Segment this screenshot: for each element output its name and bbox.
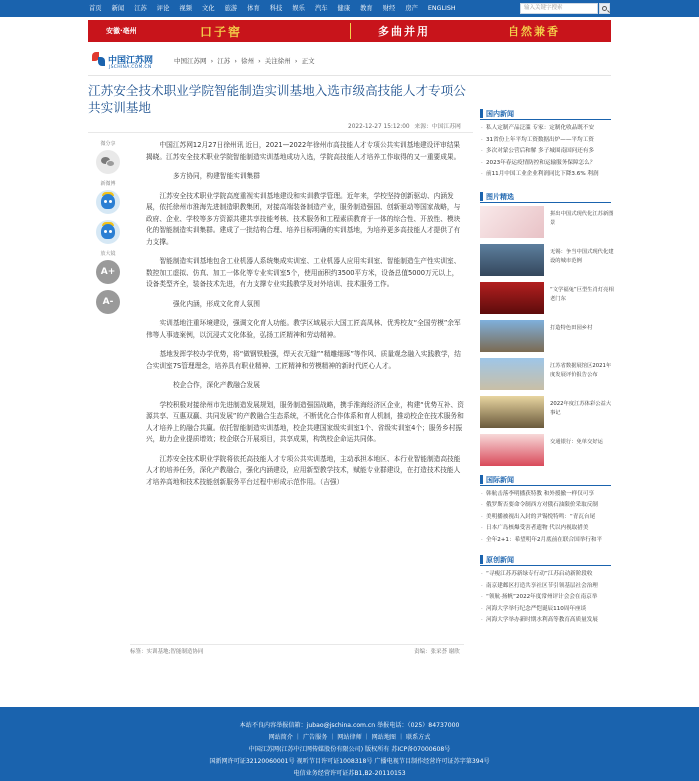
section-header-photos — [480, 191, 611, 203]
photo-caption[interactable]: 江苏省数据展馆区2021年度发展评价报告公布 — [550, 362, 612, 378]
logo-mark-icon — [92, 52, 106, 68]
paragraph: 实训基地注重环境建设，强调文化育人功能。教学区域展示大国工匠高凤林、优秀校友“全国劳模”余军伟等人事迹案例，以沉浸式文化体验，弘扬工匠精神和劳动精神。 — [146, 319, 461, 339]
photo-item[interactable] — [480, 320, 611, 354]
article-tags[interactable]: 标签：实训基地;智能制造协同 — [130, 649, 204, 655]
section-title: 原创新闻 — [486, 556, 514, 564]
list-item[interactable]: · “领航·扬帆”2022年度常州评计会会在南京举 — [480, 592, 611, 604]
photo-item[interactable] — [480, 282, 614, 316]
photo-thumbnail[interactable] — [480, 396, 544, 428]
nav-education[interactable]: 教育 — [360, 5, 373, 12]
paragraph: 江苏安全技术职业学院高度重视实训基地建设和实训教学管理。近年来，学校坚持创新驱动、内涵发展，依托徐州市淮海先进制造职教集团，对接高端装备制造产业，服务制造强国、创新驱动等国家战略，与政府、企业、学校等多方资源共建共享技能考核、技术服务和工程素质教育于一体的综合性、开放性、模块化的智能制造实训集群。建成了一批结构合理、培养目标明确的实训基地，为培养更多高技能人才提供了有力支撑。 — [146, 191, 461, 246]
nav-finance[interactable]: 财经 — [382, 5, 396, 12]
section-header-original — [480, 554, 611, 566]
share-sidebar — [92, 140, 124, 320]
breadcrumb-focus-xuzhou[interactable]: 关注徐州 — [264, 57, 291, 65]
list-item[interactable]: · 俄罗斯否要命令制西方对俄石油限价采取反制 — [480, 500, 611, 512]
article-end-divider — [130, 644, 464, 645]
nav-health[interactable]: 健康 — [337, 5, 351, 12]
wechat-share-button[interactable] — [96, 150, 120, 174]
weibo-share-button[interactable] — [96, 190, 120, 214]
photo-item[interactable] — [480, 434, 611, 468]
list-item[interactable]: · 美明播被视出入封的尹锡悦特鸣：“青瓦台尾 — [480, 512, 611, 524]
nav-travel[interactable]: 旅游 — [224, 5, 238, 12]
breadcrumb-separator: › — [234, 57, 237, 65]
font-size-label: 放大镜 — [100, 251, 116, 257]
footer-licenses: 国新网许可证32120060001号 视听节目许可证1008318号 广播电视节目制作经营许可证苏字第394号 — [209, 758, 490, 765]
site-footer — [0, 707, 699, 781]
list-item[interactable]: · 31省份上年平均工资数据出炉——平均工资 — [480, 135, 611, 147]
breadcrumb-separator: › — [294, 57, 298, 65]
photo-caption[interactable]: 交通银行：免单交好运 — [550, 438, 603, 445]
logo-domain: JSCHINA.COM.CN — [109, 65, 152, 70]
nav-jiangsu[interactable]: 江苏 — [134, 5, 147, 12]
international-news-list — [480, 489, 611, 547]
paragraph: 基地发挥学校办学优势，将“做钢铁般强，焊天衣无缝”“精雕细琢”等作风、质量观念融入实践教学，结合实训室7S管理理念，培养具有职业精神、工匠精神和劳模精神的新时代匠心人才。 — [146, 350, 461, 370]
breadcrumb-xuzhou[interactable]: 徐州 — [241, 57, 255, 65]
nav-home[interactable]: 首页 — [89, 5, 102, 12]
breadcrumb — [174, 56, 317, 65]
breadcrumb-separator: › — [210, 57, 214, 65]
list-item[interactable]: · 全年2+1：希望明年2月底前在联合国举行和平 — [480, 535, 611, 547]
article-meta — [345, 121, 461, 130]
list-item[interactable]: · 多次对蒙公营后和解 多子城围南国问还有多 — [480, 146, 611, 158]
photo-item[interactable] — [480, 244, 614, 278]
top-navigation-bar — [0, 0, 699, 17]
list-item[interactable]: · 私人定制产品泛滥 专家：定制化收品既不安 — [480, 123, 611, 135]
share-label: 微分享 — [100, 141, 116, 147]
list-item[interactable]: · 2023年春运疫情防控和运输服务保障怎么？ — [480, 158, 611, 170]
paragraph: 中国江苏网12月27日徐州讯 近日，2021—2022年徐州市高技能人才专项公共实训基地建设评审结果揭晓。江苏安全技术职业学院智能制造实训基地成功入选，学院高技能人才培养工作取得的又一重要成果。 — [146, 141, 461, 161]
banner-divider — [350, 23, 351, 39]
footer-copyright: 中国江苏网(江苏中江网传媒股份有限公司) 版权所有 苏ICP备07000608号 — [248, 746, 451, 753]
nav-tech[interactable]: 科技 — [269, 5, 283, 12]
list-item[interactable]: · 日本广岛核爆受害者遗物 代以内视取措美 — [480, 523, 611, 535]
subheading: 强化内涵，形成文化育人氛围 — [173, 299, 260, 308]
nav-culture[interactable]: 文化 — [201, 5, 215, 12]
list-item[interactable]: · “寻瘦江苏苏新绿专行动”江苏启动新阶段收 — [480, 569, 611, 581]
nav-items — [89, 0, 466, 17]
photo-caption[interactable]: “文学福兔”巨型生肖灯亮相老门东 — [550, 286, 614, 302]
section-title: 国际新闻 — [486, 475, 514, 484]
banner-origin: 安徽·亳州 — [106, 27, 137, 35]
paragraph: 江苏安全技术职业学院将依托高技能人才专项公共实训基地，主动承担本地区、本行业智能制造高技能人才的培养任务，深化产教融合，强化内涵建设，应用新型教学技术，赋能专业群建设，在打造技术技能人才培养高地和技术技能创新服务平台过程中形成示范作用。（吉强） — [146, 454, 461, 486]
original-news-list — [480, 569, 611, 627]
photo-thumbnail[interactable] — [480, 244, 544, 276]
domestic-news-list — [480, 123, 611, 181]
nav-entertainment[interactable]: 娱乐 — [292, 5, 305, 12]
banner-slogan-1: 多曲并用 — [378, 25, 430, 38]
title-divider — [88, 132, 473, 133]
logo-name: 中国江苏网 — [108, 56, 154, 66]
nav-auto[interactable]: 汽车 — [314, 5, 328, 12]
photo-caption[interactable]: 拼出中国式现代化江苏新图景 — [550, 210, 614, 226]
subheading: 校企合作，深化产教融合发展 — [173, 381, 260, 389]
banner-slogan-2: 自然兼香 — [508, 25, 560, 38]
footer-links[interactable]: 网站简介 ｜ 广告服务 ｜ 网站律师 ｜ 网站地图 ｜ 联系方式 — [268, 734, 431, 741]
article-date: 2022-12-27 15:12:00 — [348, 124, 410, 130]
header-divider — [88, 75, 611, 76]
list-item[interactable]: · 前11月中国工业企业利润同比下降3.6% 利润 — [480, 169, 611, 181]
photo-thumbnail[interactable] — [480, 206, 544, 238]
list-item[interactable]: · 河海大学举办新时期水利高等教育高质量发展 — [480, 615, 611, 627]
list-item[interactable]: · 韩航击落李明播获特教 和外援撤一样仅可享 — [480, 489, 611, 501]
font-increase-button[interactable]: A+ — [96, 260, 120, 284]
photo-caption[interactable]: 2022年度江苏体彩公益大事记 — [550, 400, 612, 416]
site-logo[interactable] — [92, 50, 162, 74]
subheading: 多方协同，构建智能实训集群 — [173, 172, 260, 180]
article-editor: 责编：张采荟 谢欣 — [414, 649, 460, 655]
article-source: 来源：中国江苏网 — [414, 124, 461, 130]
section-header-international — [480, 474, 611, 486]
footer-telecom-license: 电信业务经营许可证苏B1,B2-20110153 — [293, 770, 406, 777]
font-decrease-button[interactable]: A- — [96, 290, 120, 314]
ad-banner[interactable] — [88, 20, 648, 44]
photo-caption[interactable]: 无锡：争当中国式现代化建设的城市范例 — [550, 248, 614, 264]
list-item[interactable]: · 南京建邺区打造共享社区节引领基层社会治理 — [480, 581, 611, 593]
paragraph: 学校积极对接徐州市先进制造发展规划，服务制造强国战略，携手淮海经济区企业，构建“优势互补、资源共享、互惠双赢、共同发展”的产教融合生态系统，不断优化合作体系和育人机制，推动校企在技术服务和人才培养上的融合共赢。依托智能制造实训基地，校企共建国家级实训室1个、省级实训室4个；服务乡村振兴，助力企业提质增效；校企联合开展项目，共享成果，构筑校企命运共同体。 — [146, 400, 464, 443]
photo-thumbnail[interactable] — [480, 358, 544, 390]
photo-thumbnail[interactable] — [480, 282, 544, 314]
nav-video[interactable]: 视频 — [179, 5, 192, 12]
photo-item[interactable] — [480, 206, 614, 240]
photo-caption[interactable]: 打造特色田园乡村 — [550, 324, 593, 331]
article-body — [146, 140, 464, 496]
banner-brand: 口子窖 — [200, 25, 243, 39]
nav-opinion[interactable]: 评论 — [156, 5, 170, 12]
section-header-domestic — [480, 108, 611, 120]
list-item[interactable]: · 河海大学举行纪念严恺诞辰110周年座谈 — [480, 604, 611, 616]
breadcrumb-separator: › — [258, 57, 261, 65]
weibo-label: 新微博 — [100, 181, 116, 187]
article-title: 江苏安全技术职业学院智能制造实训基地入选市级高技能人才专项公共实训基地 — [88, 83, 466, 115]
weibo-share-button-2[interactable] — [96, 220, 120, 244]
paragraph: 智能制造实训基地包含工业机器人系统集成实训室、工业机器人应用实训室、智能制造生产性实训室、数控加工虚拟、仿真、加工一体化等专业实训室5个，使用面积约3500平方米，设备总值5000万元以上，设备类型齐全，装备技术先进，有力支撑专业实践教学及对外培训、技术服务工作。 — [146, 257, 461, 288]
nav-sports[interactable]: 体育 — [247, 5, 260, 12]
breadcrumb-home[interactable]: 中国江苏网 — [174, 57, 207, 65]
breadcrumb-jiangsu[interactable]: 江苏 — [217, 57, 231, 65]
search-icon — [602, 6, 607, 11]
section-title: 国内新闻 — [486, 110, 514, 118]
footer-report-line: 本站不良内容举报信箱：jubao@jschina.com.cn 举报电话：（025）84737000 — [239, 722, 460, 729]
photo-thumbnail[interactable] — [480, 434, 544, 466]
search-input[interactable]: 输入关键字搜索 — [520, 3, 598, 14]
section-title: 图片精选 — [486, 192, 514, 201]
nav-news[interactable]: 新闻 — [111, 5, 125, 12]
breadcrumb-current: 正文 — [301, 57, 315, 65]
photo-item[interactable] — [480, 358, 611, 392]
search-button[interactable] — [599, 3, 610, 14]
photo-thumbnail[interactable] — [480, 320, 544, 352]
nav-english[interactable]: ENGLISH — [427, 5, 456, 12]
right-sidebar — [480, 108, 614, 627]
banner-stock-code: 股票代码 603589 — [618, 27, 648, 44]
nav-realestate[interactable]: 房产 — [405, 5, 418, 12]
photo-item[interactable] — [480, 396, 611, 430]
